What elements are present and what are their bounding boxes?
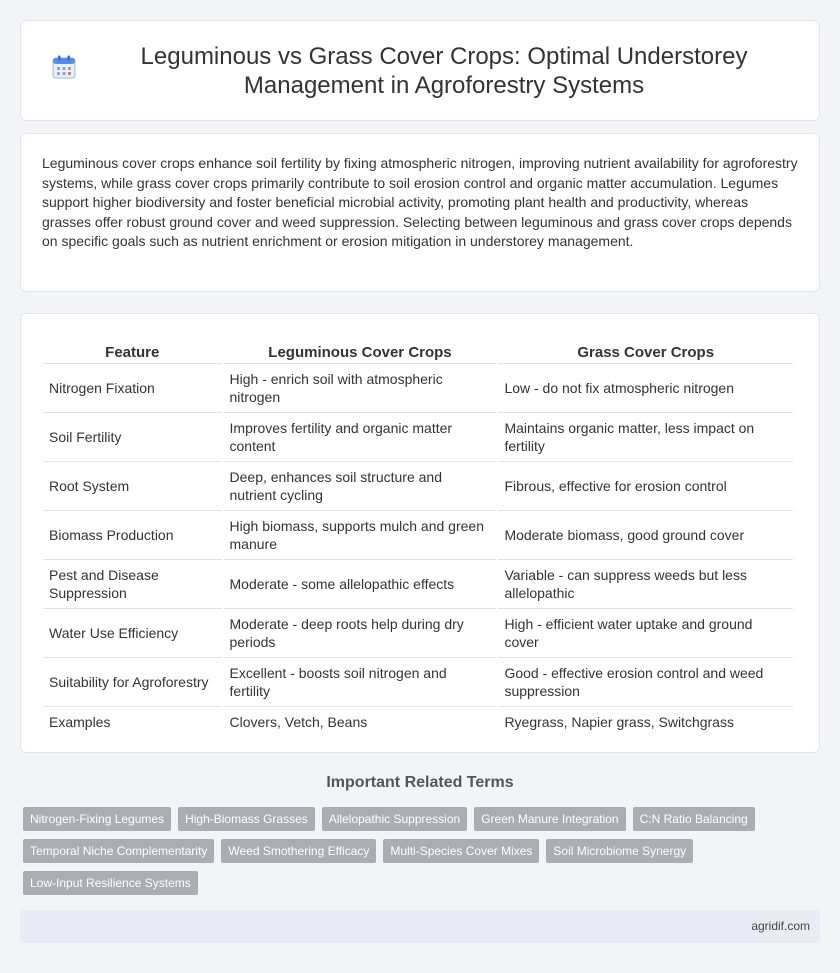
table-row [43, 511, 793, 560]
related-term-tag[interactable]: Soil Microbiome Synergy [546, 839, 693, 863]
table-cell-feature: Root System [43, 462, 222, 511]
table-cell-feature: Biomass Production [43, 511, 222, 560]
footer-site-link[interactable]: agridif.com [751, 919, 810, 933]
related-term-tag[interactable]: High-Biomass Grasses [178, 807, 315, 831]
table-cell-grass: Maintains organic matter, less impact on fertility [498, 413, 793, 462]
related-terms-list [23, 807, 823, 895]
table-row [43, 658, 793, 707]
title-card [20, 20, 820, 121]
column-header-feature: Feature [43, 334, 222, 364]
related-term-tag[interactable]: C:N Ratio Balancing [633, 807, 755, 831]
calendar-icon [51, 54, 77, 80]
table-cell-grass: Variable - can suppress weeds but less allelopathic [498, 560, 793, 609]
table-row [43, 707, 793, 737]
related-term-tag[interactable]: Allelopathic Suppression [322, 807, 467, 831]
table-cell-feature: Examples [49, 714, 111, 730]
related-term-tag[interactable]: Nitrogen-Fixing Legumes [23, 807, 171, 831]
table-cell-leguminous: High - enrich soil with atmospheric nitrogen [224, 364, 497, 413]
column-header-leguminous: Leguminous Cover Crops [224, 334, 497, 364]
table-cell-leguminous: High biomass, supports mulch and green manure [224, 511, 497, 560]
table-cell-feature: Suitability for Agroforestry [43, 658, 222, 707]
table-header-row [43, 334, 793, 364]
table-cell-grass: High - efficient water uptake and ground cover [498, 609, 793, 658]
table-cell-grass: Moderate biomass, good ground cover [498, 511, 793, 560]
table-row [43, 364, 793, 413]
page-title: Leguminous vs Grass Cover Crops: Optimal Understorey Management in Agroforestry Systems [140, 42, 748, 99]
table-cell-leguminous: Excellent - boosts soil nitrogen and fertility [224, 658, 497, 707]
footer [20, 910, 820, 943]
column-header-grass: Grass Cover Crops [498, 334, 793, 364]
table-cell-grass: Good - effective erosion control and weed suppression [498, 658, 793, 707]
table-cell-leguminous: Clovers, Vetch, Beans [229, 714, 368, 730]
table-cell-feature: Soil Fertility [43, 413, 222, 462]
intro-card [20, 133, 820, 292]
table-cell-leguminous: Moderate - deep roots help during dry periods [224, 609, 497, 658]
table-cell-grass: Fibrous, effective for erosion control [498, 462, 793, 511]
table-cell-grass: Ryegrass, Napier grass, Switchgrass [504, 714, 734, 730]
table-cell-feature: Nitrogen Fixation [43, 364, 222, 413]
table-cell-feature: Water Use Efficiency [43, 609, 222, 658]
table-cell-grass: Low - do not fix atmospheric nitrogen [498, 364, 793, 413]
related-terms-heading: Important Related Terms [326, 774, 514, 791]
intro-paragraph: Leguminous cover crops enhance soil fertility by fixing atmospheric nitrogen, improving nutrient availability for agroforestry systems, while grass cover crops primarily contribute to soil erosion control and organic matter accumulation. Legumes support higher biodiversity and foster beneficial microbial activity, promoting plant health and productivity, whereas grasses offer robust ground cover and weed suppression. Selecting between leguminous and grass cover crops depends on specific goals such as nutrient enrichment or erosion mitigation in understorey management. [42, 155, 798, 249]
comparison-table [41, 334, 795, 737]
related-term-tag[interactable]: Green Manure Integration [474, 807, 625, 831]
related-term-tag[interactable]: Temporal Niche Complementarity [23, 839, 214, 863]
table-row [43, 560, 793, 609]
table-row [43, 462, 793, 511]
related-term-tag[interactable]: Weed Smothering Efficacy [221, 839, 376, 863]
related-term-tag[interactable]: Low-Input Resilience Systems [23, 871, 198, 895]
table-row [43, 609, 793, 658]
related-term-tag[interactable]: Multi-Species Cover Mixes [383, 839, 539, 863]
table-cell-feature: Pest and Disease Suppression [43, 560, 222, 609]
table-cell-leguminous: Deep, enhances soil structure and nutrient cycling [224, 462, 497, 511]
table-cell-leguminous: Improves fertility and organic matter content [224, 413, 497, 462]
comparison-table-card [20, 313, 820, 753]
table-cell-leguminous: Moderate - some allelopathic effects [224, 560, 497, 609]
table-row [43, 413, 793, 462]
